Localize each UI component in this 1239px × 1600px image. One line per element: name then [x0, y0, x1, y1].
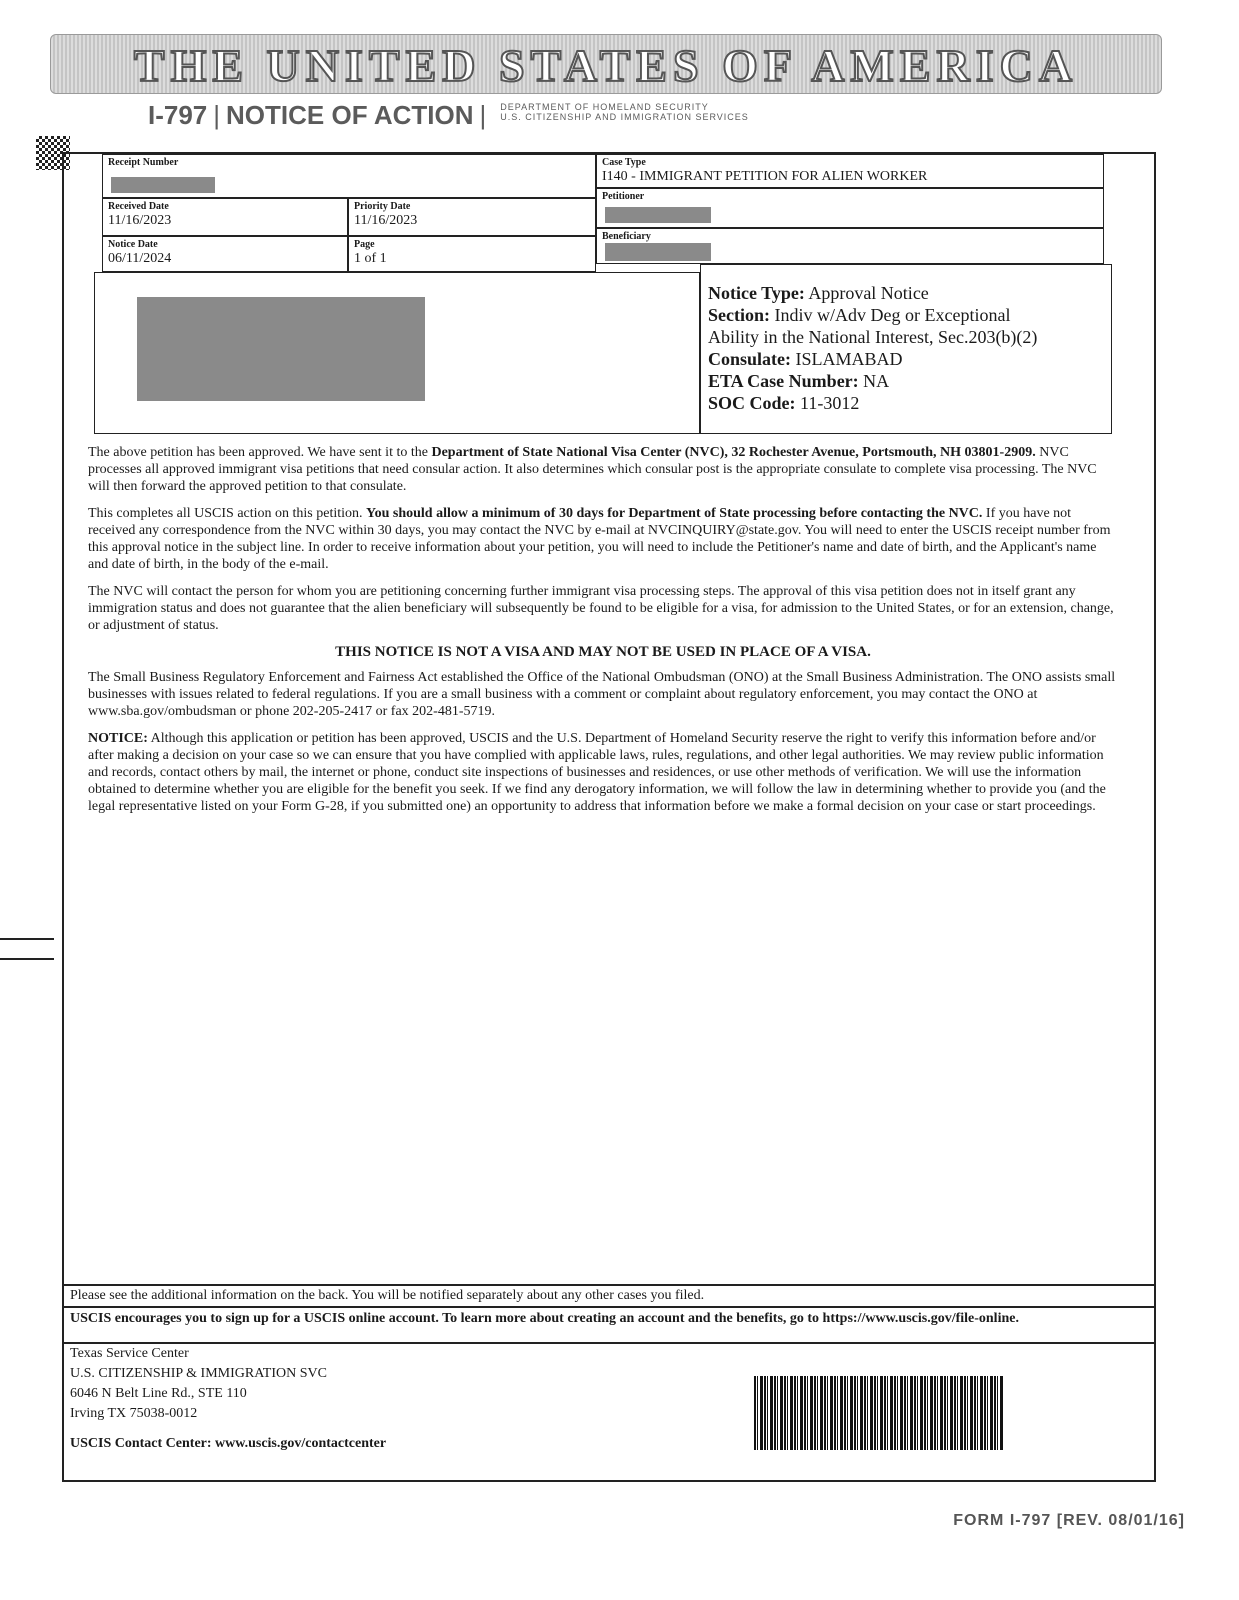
address-line: 6046 N Belt Line Rd., STE 110: [70, 1386, 247, 1401]
processing-time-note: You should allow a minimum of 30 days for Department of State processing before contacting the NVC.: [366, 506, 983, 521]
priority-date-value: 11/16/2023: [354, 213, 418, 228]
nvc-address: Department of State National Visa Center (NVC), 32 Rochester Avenue, Portsmouth, NH 03801-2909.: [431, 445, 1036, 460]
notice-body: [88, 444, 1118, 825]
priority-date-cell: [348, 198, 596, 236]
address-cell: [94, 272, 700, 434]
notice-date-label: Notice Date: [108, 239, 158, 250]
redacted-petitioner: [605, 207, 711, 223]
form-id: I-797: [148, 100, 208, 130]
notice-type-value: Approval Notice: [808, 283, 929, 303]
received-date-cell: [102, 198, 348, 236]
back-note: Please see the additional information on the back. You will be notified separately about any other cases you filed.: [64, 1284, 1154, 1306]
barcode-icon: [754, 1376, 1004, 1450]
notice-form: [62, 152, 1156, 1482]
dept-line-2: U.S. CITIZENSHIP AND IMMIGRATION SERVICES: [500, 112, 749, 122]
petitioner-label: Petitioner: [602, 191, 645, 202]
case-type-cell: [596, 154, 1104, 188]
paragraph-nvc: [88, 444, 1118, 495]
section-value: Indiv w/Adv Deg or Exceptional: [774, 305, 1011, 325]
consulate-value: ISLAMABAD: [795, 349, 903, 369]
receipt-number-cell: [102, 154, 596, 198]
eta-case-label: ETA Case Number:: [708, 371, 859, 391]
paragraph-approval: The NVC will contact the person for whom you are petitioning concerning further immigrant visa processing steps. The approval of this visa petition does not in itself grant any immigration status and does not guarantee that the alien beneficiary will subsequently be found to be eligible for a visa, for admission to the United States, or for an extension, change, or adjustment of status.: [88, 584, 1114, 633]
contact-center: USCIS Contact Center: www.uscis.gov/contactcenter: [70, 1436, 387, 1451]
service-center-address: [70, 1344, 386, 1454]
dept-line-1: DEPARTMENT OF HOMELAND SECURITY: [500, 102, 709, 112]
notice-date-cell: [102, 236, 348, 272]
paragraph-uscis-action: [88, 505, 1118, 573]
notice-type-label: Notice Type:: [708, 283, 805, 303]
beneficiary-cell: [596, 228, 1104, 264]
address-line: Irving TX 75038-0012: [70, 1406, 198, 1421]
header-title: NOTICE OF ACTION: [226, 100, 474, 130]
received-date-value: 11/16/2023: [108, 213, 172, 228]
notice-date-value: 06/11/2024: [108, 251, 172, 266]
banner-title: THE UNITED STATES OF AMERICA: [133, 40, 1079, 91]
us-banner-seal: [50, 34, 1162, 94]
soc-code-value: 11-3012: [800, 393, 860, 413]
address-line: Texas Service Center: [70, 1346, 189, 1361]
header-divider: |: [213, 100, 221, 130]
notice-header: [148, 100, 749, 131]
consulate-label: Consulate:: [708, 349, 792, 369]
notice-label: NOTICE:: [88, 731, 148, 746]
beneficiary-label: Beneficiary: [602, 231, 651, 242]
redacted-receipt-number: [111, 177, 215, 193]
paragraph-text: NVC processes all approved immigrant visa petitions that need consular action. It also determines which consular post is the appropriate consulate to complete visa processing. The NVC will then forward the approved petition to that consulate.: [88, 445, 1097, 494]
page-value: 1 of 1: [354, 251, 387, 266]
form-number: FORM I-797 [REV. 08/01/16]: [953, 1512, 1185, 1529]
address-line: U.S. CITIZENSHIP & IMMIGRATION SVC: [70, 1366, 327, 1381]
page-label: Page: [354, 239, 375, 250]
section-value-2: Ability in the National Interest, Sec.203(b)(2): [708, 327, 1038, 347]
header-divider-2: |: [479, 100, 487, 130]
paragraph-text: If you have not received any correspondence from the NVC within 30 days, you may contact the NVC by e-mail at NVCINQUIRY@state.gov. You will need to enter the USCIS receipt number from this approval notice in the subject line. In order to receive information about your petition, you will need to include the Petitioner's name and date of birth, and the Applicant's name and date of birth, in the body of the e-mail.: [88, 506, 1111, 572]
section-label: Section:: [708, 305, 770, 325]
receipt-number-label: Receipt Number: [108, 157, 179, 168]
eta-case-value: NA: [863, 371, 890, 391]
paragraph-notice: [88, 730, 1118, 815]
received-date-label: Received Date: [108, 201, 169, 212]
margin-mark: [0, 958, 54, 960]
page-cell: [348, 236, 596, 272]
paragraph-ombudsman: The Small Business Regulatory Enforcement and Fairness Act established the Office of the National Ombudsman (ONO) at the Small Business Administration. The ONO assists small businesses with issues related to federal regulations. If you are a small business with a comment or complaint about regulatory enforcement, you may contact the ONO at www.sba.gov/ombudsman or phone 202-205-2417 or fax 202-481-5719.: [88, 670, 1116, 719]
case-type-value: I140 - IMMIGRANT PETITION FOR ALIEN WORKER: [602, 169, 928, 184]
paragraph-text: Although this application or petition has been approved, USCIS and the U.S. Department of Homeland Security reserve the right to verify this information before and/or after making a decision on your case so we can ensure that you have complied with applicable laws, rules, regulations, and other legal authorities. We may review public information and records, contact others by mail, the internet or phone, conduct site inspections of businesses and residences, or use other methods of verification. We will use the information obtained to determine whether you are eligible for the benefit you seek. If we find any derogatory information, we will follow the law in determining whether to provide you (and the legal representative listed on your Form G-28, if you submitted one) an opportunity to address that information before we make a formal decision on your case or start proceedings.: [88, 731, 1106, 814]
soc-code-label: SOC Code:: [708, 393, 796, 413]
priority-date-label: Priority Date: [354, 201, 411, 212]
redacted-address: [137, 297, 425, 401]
online-account-note: USCIS encourages you to sign up for a USCIS online account. To learn more about creating an account and the benefits, go to https://www.uscis.gov/file-online.: [64, 1306, 1154, 1342]
department-name: [500, 102, 749, 122]
redacted-beneficiary: [605, 243, 711, 261]
case-type-label: Case Type: [602, 157, 646, 168]
paragraph-text: This completes all USCIS action on this petition.: [88, 506, 367, 521]
margin-mark: [0, 938, 54, 940]
paragraph-text: The above petition has been approved. We have sent it to the: [88, 445, 432, 460]
notice-details: [708, 282, 1037, 414]
not-a-visa-warning: THIS NOTICE IS NOT A VISA AND MAY NOT BE USED IN PLACE OF A VISA.: [335, 644, 871, 660]
petitioner-cell: [596, 188, 1104, 228]
